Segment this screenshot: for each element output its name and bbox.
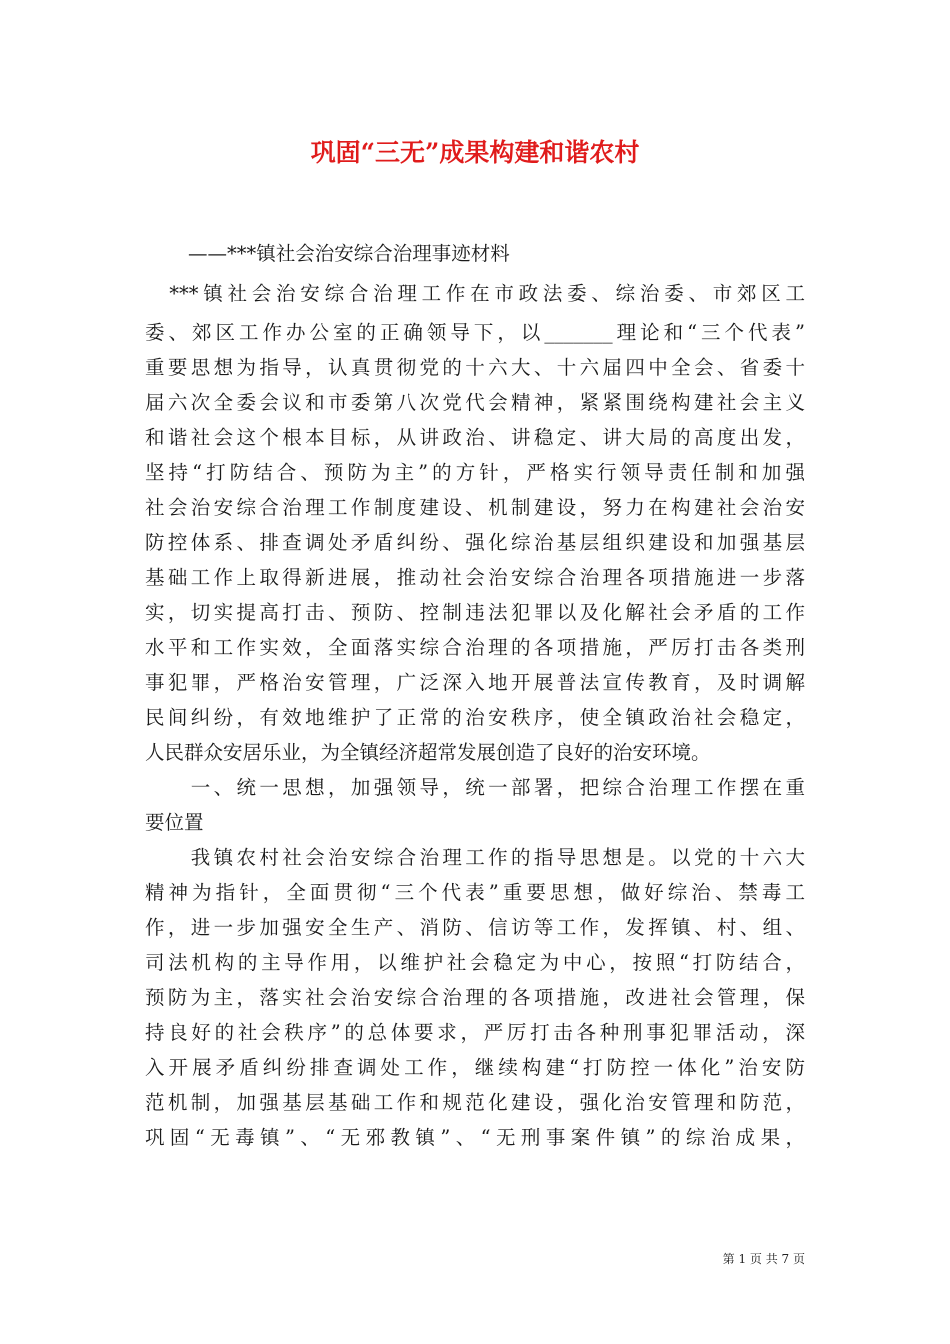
body-line: 水平和工作实效，全面落实综合治理的各项措施，严厉打击各类刑 <box>145 636 805 659</box>
page-number: 第 1 页 共 7 页 <box>722 1252 805 1266</box>
document-subtitle: ——***镇社会治安综合治理事迹材料 <box>188 242 510 265</box>
body-line: 基础工作上取得新进展，推动社会治安综合治理各项措施进一步落 <box>145 566 805 589</box>
document-title: 巩固“三无”成果构建和谐农村 <box>310 138 640 167</box>
body-line: 委、郊区工作办公室的正确领导下，以_______理论和“三个代表” <box>145 321 805 344</box>
body-line: 防控体系、排查调处矛盾纠纷、强化综治基层组织建设和加强基层 <box>145 531 805 554</box>
body-line: 社会治安综合治理工作制度建设、机制建设，努力在构建社会治安 <box>145 496 805 519</box>
body-line: 实，切实提高打击、预防、控制违法犯罪以及化解社会矛盾的工作 <box>145 601 805 624</box>
body-line: 坚持“打防结合、预防为主”的方针，严格实行领导责任制和加强 <box>145 461 805 484</box>
body-line: 事犯罪，严格治安管理，广泛深入地开展普法宣传教育，及时调解 <box>145 671 805 694</box>
body-line: 精神为指针，全面贯彻“三个代表”重要思想，做好综治、禁毒工 <box>145 881 805 904</box>
section-heading: 一、统一思想，加强领导，统一部署，把综合治理工作摆在重 <box>145 776 805 799</box>
body-line: 人民群众安居乐业，为全镇经济超常发展创造了良好的治安环境。 <box>145 741 711 764</box>
body-line: 预防为主，落实社会治安综合治理的各项措施，改进社会管理，保 <box>145 986 805 1009</box>
body-line: 入开展矛盾纠纷排查调处工作，继续构建“打防控一体化”治安防 <box>145 1056 805 1079</box>
body-line: 巩固“无毒镇”、“无邪教镇”、“无刑事案件镇”的综治成果， <box>145 1126 805 1149</box>
body-line: 我镇农村社会治安综合治理工作的指导思想是。以党的十六大 <box>145 846 805 869</box>
body-line: 和谐社会这个根本目标，从讲政治、讲稳定、讲大局的高度出发， <box>145 426 805 449</box>
body-line: 范机制，加强基层基础工作和规范化建设，强化治安管理和防范， <box>145 1091 805 1114</box>
body-line: ***镇社会治安综合治理工作在市政法委、综治委、市郊区工 <box>145 282 805 305</box>
body-line: 重要思想为指导，认真贯彻党的十六大、十六届四中全会、省委十 <box>145 356 805 379</box>
section-heading: 要位置 <box>145 811 204 834</box>
body-line: 作，进一步加强安全生产、消防、信访等工作，发挥镇、村、组、 <box>145 916 805 939</box>
body-line: 司法机构的主导作用，以维护社会稳定为中心，按照“打防结合， <box>145 951 805 974</box>
body-line: 持良好的社会秩序”的总体要求，严厉打击各种刑事犯罪活动，深 <box>145 1021 805 1044</box>
body-line: 届六次全委会议和市委第八次党代会精神，紧紧围绕构建社会主义 <box>145 391 805 414</box>
body-line: 民间纠纷，有效地维护了正常的治安秩序，使全镇政治社会稳定， <box>145 706 805 729</box>
